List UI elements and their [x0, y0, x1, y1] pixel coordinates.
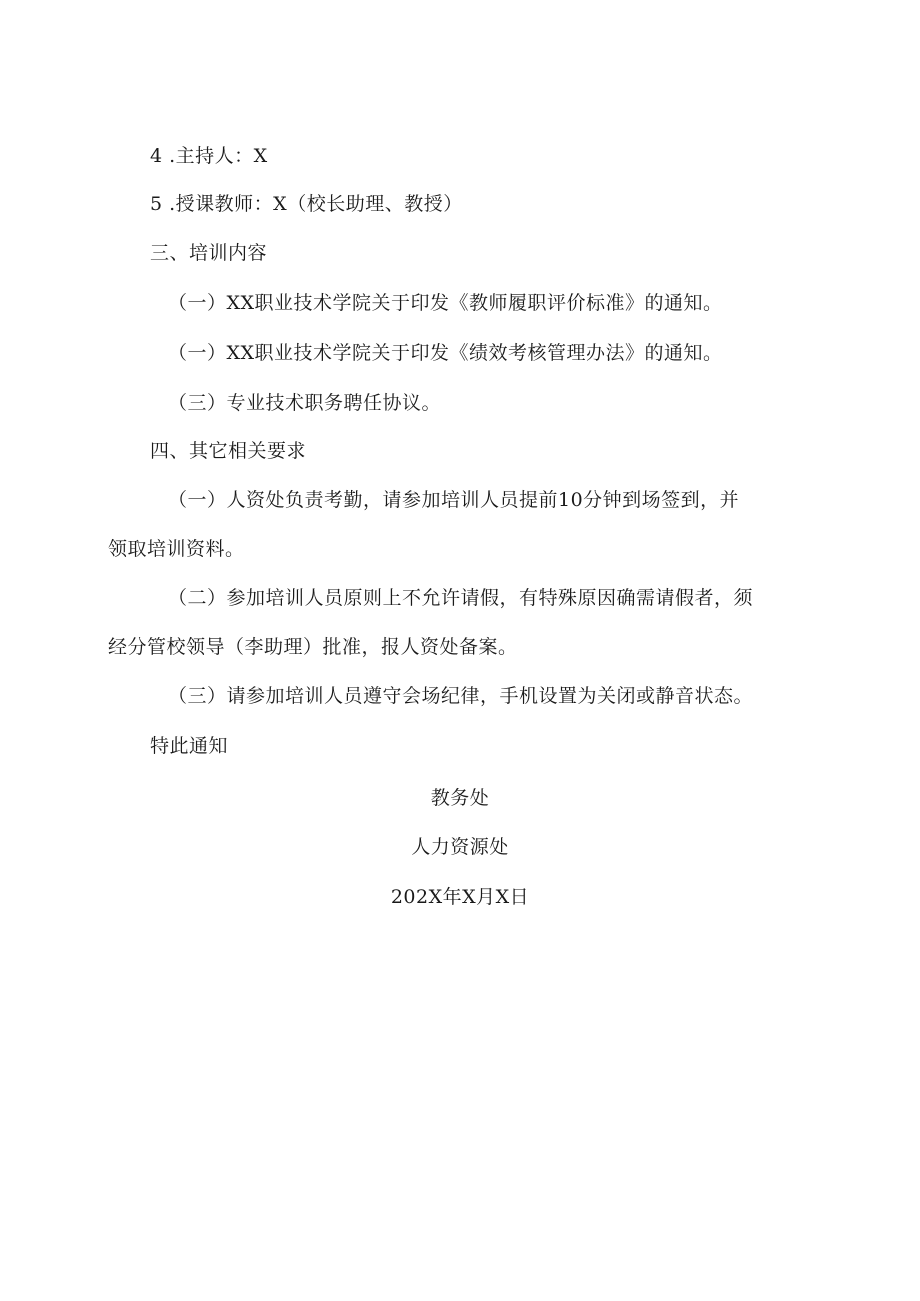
signature-dept-hr: 人力资源处 [411, 836, 509, 858]
item-host: 4 .主持人：X [150, 145, 268, 167]
section3-point-3: （三）专业技术职务聘任协议。 [168, 392, 442, 414]
item-instructor: 5 .授课教师：X（校长助理、教授） [150, 193, 463, 215]
section4-point-3: （三）请参加培训人员遵守会场纪律，手机设置为关闭或静音状态。 [168, 685, 754, 707]
section3-point-2: （一）XX职业技术学院关于印发《绩效考核管理办法》的通知。 [168, 342, 723, 364]
signature-dept-academic: 教务处 [430, 787, 490, 809]
section3-point-1: （一）XX职业技术学院关于印发《教师履职评价标准》的通知。 [168, 292, 723, 314]
section4-point-1-line2: 领取培训资料。 [108, 538, 245, 560]
closing-text: 特此通知 [150, 735, 229, 757]
section4-heading: 四、其它相关要求 [150, 440, 307, 462]
section4-point-2-line1: （二）参加培训人员原则上不允许请假，有特殊原因确需请假者，须 [168, 587, 754, 609]
signature-date: 202X年X月X日 [390, 886, 530, 908]
section3-heading: 三、培训内容 [150, 242, 268, 264]
section4-point-2-line2: 经分管校领导（李助理）批准，报人资处备案。 [108, 636, 518, 658]
section4-point-1-line1: （一）人资处负责考勤，请参加培训人员提前10分钟到场签到，并 [168, 489, 740, 511]
